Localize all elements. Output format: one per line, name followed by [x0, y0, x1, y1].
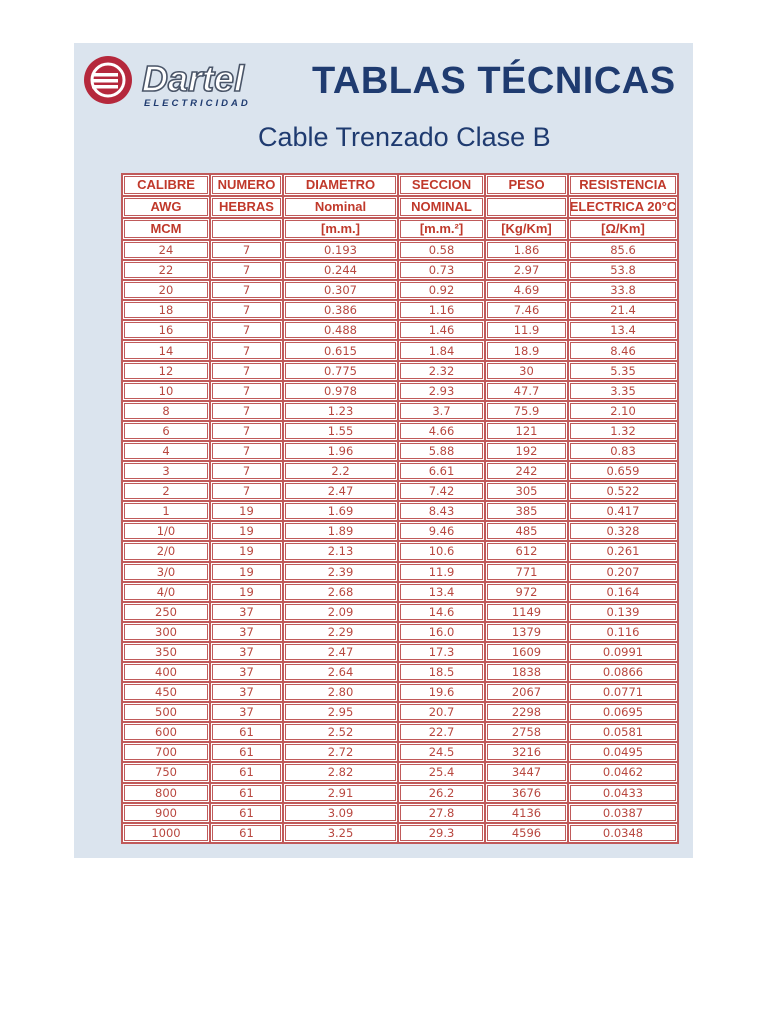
cell-seccion: 2.93: [399, 382, 484, 400]
cell-calibre: 18: [123, 301, 209, 319]
header-cell-diametro: DIAMETRO: [284, 175, 397, 195]
cell-numero-hebras: 61: [211, 743, 282, 761]
cell-peso: 3447: [486, 763, 567, 781]
cell-seccion: 11.9: [399, 563, 484, 581]
cell-diametro: 2.13: [284, 542, 397, 560]
cell-seccion: 0.58: [399, 241, 484, 259]
cell-diametro: 2.52: [284, 723, 397, 741]
cell-peso: 1609: [486, 643, 567, 661]
table-row: [123, 522, 677, 540]
cell-numero-hebras: 37: [211, 683, 282, 701]
cell-peso: 972: [486, 583, 567, 601]
cell-peso: 11.9: [486, 321, 567, 339]
cell-numero-hebras: 37: [211, 643, 282, 661]
cell-numero-hebras: 7: [211, 442, 282, 460]
table-row: [123, 281, 677, 299]
table-row: [123, 402, 677, 420]
cell-resistencia: 8.46: [569, 341, 677, 359]
cell-resistencia: 0.83: [569, 442, 677, 460]
table-row: [123, 723, 677, 741]
header-cell-peso: PESO: [486, 175, 567, 195]
table-header-row: [123, 175, 677, 195]
cell-seccion: 1.84: [399, 341, 484, 359]
cell-peso: 3216: [486, 743, 567, 761]
cell-peso: 4596: [486, 824, 567, 842]
cell-numero-hebras: 7: [211, 341, 282, 359]
cell-diametro: 0.386: [284, 301, 397, 319]
header-cell-numero-hebras: [211, 219, 282, 239]
table-row: [123, 241, 677, 259]
cell-diametro: 2.39: [284, 563, 397, 581]
cell-diametro: 2.47: [284, 482, 397, 500]
cell-numero-hebras: 19: [211, 563, 282, 581]
cell-diametro: 3.25: [284, 824, 397, 842]
cell-diametro: 2.80: [284, 683, 397, 701]
header-cell-seccion: NOMINAL: [399, 197, 484, 217]
page-title: TABLAS TÉCNICAS: [312, 60, 676, 102]
cell-seccion: 1.46: [399, 321, 484, 339]
cell-diametro: 2.29: [284, 623, 397, 641]
cell-seccion: 1.16: [399, 301, 484, 319]
header-cell-resistencia: RESISTENCIA: [569, 175, 677, 195]
header-cell-seccion: [m.m.²]: [399, 219, 484, 239]
cell-numero-hebras: 37: [211, 603, 282, 621]
cell-diametro: 0.775: [284, 362, 397, 380]
cell-numero-hebras: 7: [211, 462, 282, 480]
cell-diametro: 2.09: [284, 603, 397, 621]
cell-resistencia: 0.0771: [569, 683, 677, 701]
cell-peso: 18.9: [486, 341, 567, 359]
cell-seccion: 19.6: [399, 683, 484, 701]
header-cell-resistencia: ELECTRICA 20°C: [569, 197, 677, 217]
cell-numero-hebras: 7: [211, 241, 282, 259]
cell-resistencia: 1.32: [569, 422, 677, 440]
table-row: [123, 583, 677, 601]
cell-seccion: 8.43: [399, 502, 484, 520]
cell-peso: 485: [486, 522, 567, 540]
cell-calibre: 800: [123, 784, 209, 802]
header-cell-resistencia: [Ω/Km]: [569, 219, 677, 239]
cell-peso: 1149: [486, 603, 567, 621]
cell-calibre: 450: [123, 683, 209, 701]
cell-numero-hebras: 7: [211, 382, 282, 400]
cell-seccion: 22.7: [399, 723, 484, 741]
cell-diametro: 1.89: [284, 522, 397, 540]
cell-calibre: 250: [123, 603, 209, 621]
cell-seccion: 29.3: [399, 824, 484, 842]
cell-peso: 2298: [486, 703, 567, 721]
cell-resistencia: 0.0991: [569, 643, 677, 661]
cell-seccion: 5.88: [399, 442, 484, 460]
cell-resistencia: 33.8: [569, 281, 677, 299]
table-row: [123, 743, 677, 761]
header-cell-diametro: [m.m.]: [284, 219, 397, 239]
cell-seccion: 9.46: [399, 522, 484, 540]
cell-seccion: 13.4: [399, 583, 484, 601]
cell-peso: 75.9: [486, 402, 567, 420]
cell-numero-hebras: 7: [211, 321, 282, 339]
cell-seccion: 26.2: [399, 784, 484, 802]
cell-diametro: 2.72: [284, 743, 397, 761]
cell-diametro: 1.96: [284, 442, 397, 460]
cell-numero-hebras: 19: [211, 583, 282, 601]
cell-calibre: 8: [123, 402, 209, 420]
cell-seccion: 18.5: [399, 663, 484, 681]
header-cell-calibre: AWG: [123, 197, 209, 217]
cell-resistencia: 0.417: [569, 502, 677, 520]
cell-calibre: 1000: [123, 824, 209, 842]
table-row: [123, 502, 677, 520]
cell-numero-hebras: 61: [211, 784, 282, 802]
cell-diametro: 1.55: [284, 422, 397, 440]
cell-calibre: 300: [123, 623, 209, 641]
cell-peso: 7.46: [486, 301, 567, 319]
header-cell-diametro: Nominal: [284, 197, 397, 217]
cell-resistencia: 21.4: [569, 301, 677, 319]
cell-peso: 305: [486, 482, 567, 500]
cell-resistencia: 0.0581: [569, 723, 677, 741]
cell-resistencia: 0.0695: [569, 703, 677, 721]
cell-diametro: 1.69: [284, 502, 397, 520]
table-row: [123, 824, 677, 842]
cell-seccion: 16.0: [399, 623, 484, 641]
cell-seccion: 17.3: [399, 643, 484, 661]
table-row: [123, 482, 677, 500]
table-row: [123, 321, 677, 339]
cell-peso: 2067: [486, 683, 567, 701]
cell-resistencia: 0.0348: [569, 824, 677, 842]
cell-seccion: 0.73: [399, 261, 484, 279]
cell-diametro: 2.95: [284, 703, 397, 721]
table-row: [123, 442, 677, 460]
cell-numero-hebras: 61: [211, 824, 282, 842]
cell-calibre: 3: [123, 462, 209, 480]
cell-calibre: 6: [123, 422, 209, 440]
cell-diametro: 2.47: [284, 643, 397, 661]
cell-diametro: 0.978: [284, 382, 397, 400]
cell-resistencia: 0.0462: [569, 763, 677, 781]
cell-diametro: 0.488: [284, 321, 397, 339]
cell-diametro: 0.193: [284, 241, 397, 259]
cell-resistencia: 85.6: [569, 241, 677, 259]
cell-resistencia: 0.0433: [569, 784, 677, 802]
cell-calibre: 20: [123, 281, 209, 299]
header-cell-peso: [Kg/Km]: [486, 219, 567, 239]
cell-peso: 2758: [486, 723, 567, 741]
cell-peso: 121: [486, 422, 567, 440]
cell-diametro: 0.307: [284, 281, 397, 299]
page-subtitle: Cable Trenzado Clase B: [258, 122, 551, 152]
table-row: [123, 703, 677, 721]
cell-peso: 771: [486, 563, 567, 581]
cell-resistencia: 3.35: [569, 382, 677, 400]
cell-calibre: 4: [123, 442, 209, 460]
cell-numero-hebras: 7: [211, 482, 282, 500]
cell-peso: 1379: [486, 623, 567, 641]
table-row: [123, 623, 677, 641]
cell-numero-hebras: 19: [211, 542, 282, 560]
cell-resistencia: 0.0387: [569, 804, 677, 822]
cell-calibre: 350: [123, 643, 209, 661]
cell-calibre: 14: [123, 341, 209, 359]
cell-calibre: 3/0: [123, 563, 209, 581]
cell-calibre: 900: [123, 804, 209, 822]
table-row: [123, 603, 677, 621]
cell-numero-hebras: 61: [211, 723, 282, 741]
header-cell-calibre: MCM: [123, 219, 209, 239]
table-row: [123, 382, 677, 400]
cell-diametro: 1.23: [284, 402, 397, 420]
header-cell-calibre: CALIBRE: [123, 175, 209, 195]
cell-numero-hebras: 19: [211, 522, 282, 540]
header-cell-peso: [486, 197, 567, 217]
dartel-logo: [82, 54, 262, 110]
table-header-row: [123, 219, 677, 239]
cell-seccion: 6.61: [399, 462, 484, 480]
cell-resistencia: 0.164: [569, 583, 677, 601]
cell-numero-hebras: 19: [211, 502, 282, 520]
cell-peso: 242: [486, 462, 567, 480]
cell-numero-hebras: 7: [211, 402, 282, 420]
cell-diametro: 2.82: [284, 763, 397, 781]
cell-numero-hebras: 37: [211, 623, 282, 641]
cell-seccion: 20.7: [399, 703, 484, 721]
cell-seccion: 24.5: [399, 743, 484, 761]
cell-numero-hebras: 37: [211, 663, 282, 681]
brand-name: Dartel: [142, 58, 245, 99]
cell-peso: 2.97: [486, 261, 567, 279]
cell-peso: 3676: [486, 784, 567, 802]
cell-seccion: 4.66: [399, 422, 484, 440]
cell-calibre: 16: [123, 321, 209, 339]
cell-calibre: 4/0: [123, 583, 209, 601]
header-cell-seccion: SECCION: [399, 175, 484, 195]
cable-spec-table: [121, 173, 679, 844]
table-row: [123, 542, 677, 560]
table-row: [123, 301, 677, 319]
cell-resistencia: 2.10: [569, 402, 677, 420]
table-row: [123, 362, 677, 380]
cell-diametro: 2.64: [284, 663, 397, 681]
cell-peso: 30: [486, 362, 567, 380]
table-row: [123, 563, 677, 581]
cell-resistencia: 0.328: [569, 522, 677, 540]
cell-diametro: 2.68: [284, 583, 397, 601]
cell-calibre: 1: [123, 502, 209, 520]
cell-seccion: 2.32: [399, 362, 484, 380]
cell-seccion: 25.4: [399, 763, 484, 781]
cell-seccion: 27.8: [399, 804, 484, 822]
table-row: [123, 663, 677, 681]
cell-numero-hebras: 7: [211, 422, 282, 440]
cell-resistencia: 0.659: [569, 462, 677, 480]
table-row: [123, 643, 677, 661]
cell-diametro: 0.615: [284, 341, 397, 359]
header-cell-numero-hebras: NUMERO: [211, 175, 282, 195]
cell-numero-hebras: 61: [211, 804, 282, 822]
table-row: [123, 422, 677, 440]
cell-diametro: 2.91: [284, 784, 397, 802]
cell-peso: 47.7: [486, 382, 567, 400]
cell-calibre: 1/0: [123, 522, 209, 540]
cell-seccion: 3.7: [399, 402, 484, 420]
cell-calibre: 400: [123, 663, 209, 681]
table-header-row: [123, 197, 677, 217]
cell-resistencia: 0.261: [569, 542, 677, 560]
cell-peso: 1.86: [486, 241, 567, 259]
cell-resistencia: 5.35: [569, 362, 677, 380]
cell-seccion: 10.6: [399, 542, 484, 560]
cell-calibre: 750: [123, 763, 209, 781]
cell-calibre: 10: [123, 382, 209, 400]
cell-seccion: 7.42: [399, 482, 484, 500]
table-row: [123, 763, 677, 781]
cell-seccion: 0.92: [399, 281, 484, 299]
table-row: [123, 341, 677, 359]
cell-resistencia: 13.4: [569, 321, 677, 339]
cell-peso: 4.69: [486, 281, 567, 299]
cell-peso: 192: [486, 442, 567, 460]
brand-tagline: ELECTRICIDAD: [144, 98, 251, 109]
cell-resistencia: 0.0866: [569, 663, 677, 681]
header-cell-numero-hebras: HEBRAS: [211, 197, 282, 217]
cell-resistencia: 0.116: [569, 623, 677, 641]
cell-calibre: 22: [123, 261, 209, 279]
cell-diametro: 0.244: [284, 261, 397, 279]
table-row: [123, 683, 677, 701]
cell-calibre: 2: [123, 482, 209, 500]
table-row: [123, 462, 677, 480]
cell-diametro: 3.09: [284, 804, 397, 822]
table-row: [123, 261, 677, 279]
table-row: [123, 804, 677, 822]
cell-calibre: 24: [123, 241, 209, 259]
cell-calibre: 12: [123, 362, 209, 380]
cell-numero-hebras: 7: [211, 281, 282, 299]
cell-resistencia: 0.139: [569, 603, 677, 621]
cell-numero-hebras: 61: [211, 763, 282, 781]
cell-numero-hebras: 7: [211, 261, 282, 279]
cell-calibre: 2/0: [123, 542, 209, 560]
cell-resistencia: 0.0495: [569, 743, 677, 761]
cell-resistencia: 53.8: [569, 261, 677, 279]
cell-calibre: 500: [123, 703, 209, 721]
cell-calibre: 600: [123, 723, 209, 741]
cell-peso: 4136: [486, 804, 567, 822]
cell-resistencia: 0.207: [569, 563, 677, 581]
cell-calibre: 700: [123, 743, 209, 761]
cell-numero-hebras: 37: [211, 703, 282, 721]
cell-peso: 612: [486, 542, 567, 560]
cell-seccion: 14.6: [399, 603, 484, 621]
table-row: [123, 784, 677, 802]
cell-peso: 385: [486, 502, 567, 520]
cell-numero-hebras: 7: [211, 362, 282, 380]
cell-diametro: 2.2: [284, 462, 397, 480]
cell-peso: 1838: [486, 663, 567, 681]
cell-numero-hebras: 7: [211, 301, 282, 319]
cell-resistencia: 0.522: [569, 482, 677, 500]
